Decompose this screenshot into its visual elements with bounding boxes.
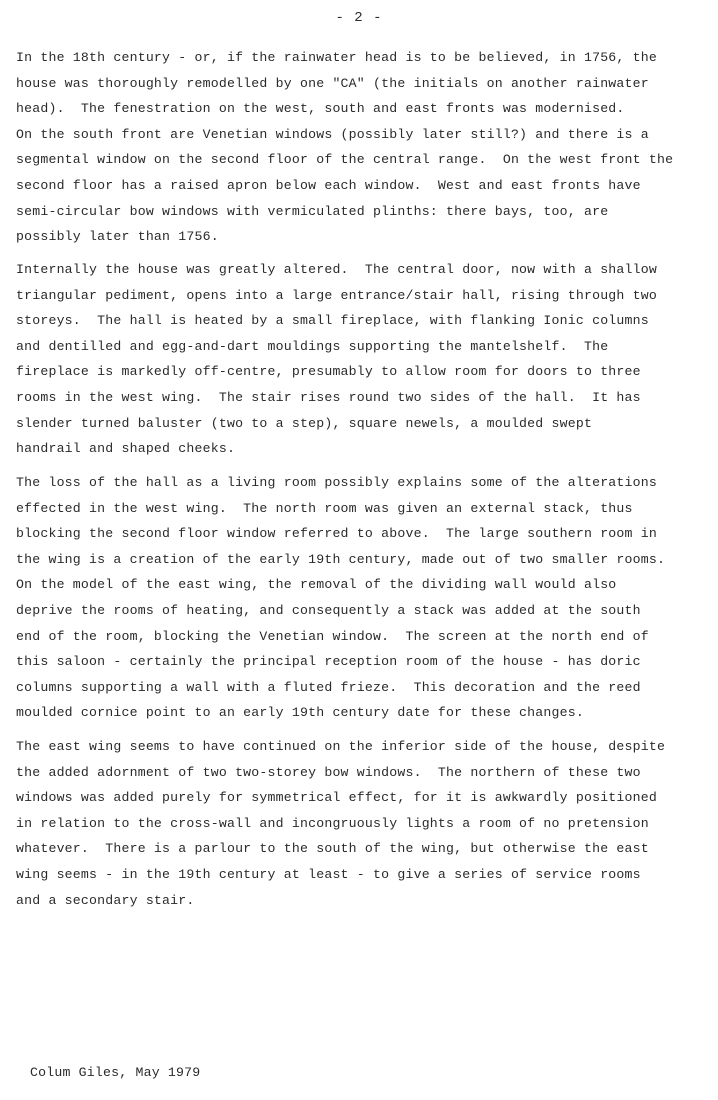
text-line: triangular pediment, opens into a large entrance/stair hall, rising through two bbox=[16, 287, 657, 303]
text-line: whatever. There is a parlour to the south of the wing, but otherwise the east bbox=[16, 841, 649, 857]
text-line: The loss of the hall as a living room possibly explains some of the alterations bbox=[16, 475, 657, 490]
text-line: columns supporting a wall with a fluted frieze. This decoration and the reed bbox=[16, 679, 641, 695]
text-line: effected in the west wing. The north room was given an external stack, thus bbox=[16, 500, 633, 516]
text-line: slender turned baluster (two to a step), square newels, a moulded swept bbox=[16, 415, 593, 431]
text-line: deprive the rooms of heating, and consequently a stack was added at the south bbox=[16, 602, 641, 618]
text-line: end of the room, blocking the Venetian window. The screen at the north end of bbox=[16, 628, 649, 644]
text-line: house was thoroughly remodelled by one "CA" (the initials on another rainwater bbox=[16, 75, 649, 91]
text-line: handrail and shaped cheeks. bbox=[16, 441, 236, 457]
text-line: second floor has a raised apron below each window. West and east fronts have bbox=[16, 177, 641, 193]
paragraph-east-wing bbox=[16, 734, 708, 913]
text-line: and a secondary stair. bbox=[16, 892, 195, 908]
text-line: semi-circular bow windows with vermiculated plinths: there bays, too, are bbox=[16, 203, 609, 219]
text-line: In the 18th century - or, if the rainwater head is to be believed, in 1756, the bbox=[16, 50, 657, 65]
text-line: On the model of the east wing, the removal of the dividing wall would also bbox=[16, 577, 617, 593]
author-signature: Colum Giles, May 1979 bbox=[30, 1065, 201, 1080]
text-line: and dentilled and egg-and-dart mouldings supporting the mantelshelf. The bbox=[16, 338, 609, 354]
text-line: Internally the house was greatly altered. The central door, now with a shallow bbox=[16, 262, 657, 277]
text-line: fireplace is markedly off-centre, presumably to allow room for doors to three bbox=[16, 364, 641, 380]
text-line: the wing is a creation of the early 19th century, made out of two smaller rooms. bbox=[16, 551, 666, 567]
text-line: blocking the second floor window referred to above. The large southern room in bbox=[16, 526, 657, 542]
text-line: this saloon - certainly the principal reception room of the house - has doric bbox=[16, 654, 641, 670]
page-number: - 2 - bbox=[335, 10, 383, 26]
text-line: the added adornment of two two-storey bow windows. The northern of these two bbox=[16, 764, 641, 780]
text-line: head). The fenestration on the west, south and east fronts was modernised. bbox=[16, 101, 625, 117]
paragraph-west-wing bbox=[16, 470, 708, 726]
text-line: in relation to the cross-wall and incongruously lights a room of no pretension bbox=[16, 815, 649, 831]
paragraph-interior bbox=[16, 257, 708, 462]
text-line: storeys. The hall is heated by a small fireplace, with flanking Ionic columns bbox=[16, 313, 649, 329]
text-line: wing seems - in the 19th century at least - to give a series of service rooms bbox=[16, 866, 641, 882]
text-line: segmental window on the second floor of the central range. On the west front the bbox=[16, 152, 674, 168]
text-line: windows was added purely for symmetrical effect, for it is awkwardly positioned bbox=[16, 790, 657, 806]
text-line: The east wing seems to have continued on the inferior side of the house, despite bbox=[16, 739, 666, 754]
text-line: On the south front are Venetian windows (possibly later still?) and there is a bbox=[16, 126, 649, 142]
paragraph-18th-century bbox=[16, 45, 708, 250]
text-line: rooms in the west wing. The stair rises round two sides of the hall. It has bbox=[16, 389, 641, 405]
text-line: moulded cornice point to an early 19th century date for these changes. bbox=[16, 705, 584, 721]
text-line: possibly later than 1756. bbox=[16, 229, 219, 245]
